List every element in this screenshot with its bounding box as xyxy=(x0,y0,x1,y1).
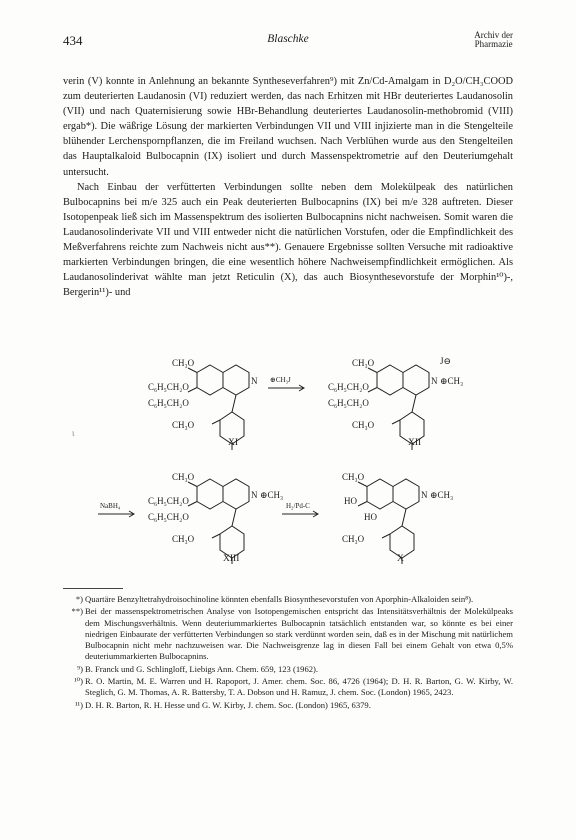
footnote-mark: **) xyxy=(71,606,83,617)
footnote-text: D. H. R. Barton, R. H. Hesse und G. W. Kirby, J. chem. Soc. (London) 1965, 6379. xyxy=(85,699,371,710)
footnote-mark: ¹⁰) xyxy=(74,676,83,687)
compound-label-xiii: XIII xyxy=(223,554,240,564)
footnote xyxy=(63,664,513,675)
xi-sub-3: C₆H₅CH₂O xyxy=(148,398,189,408)
x-sub-1: CH₃O xyxy=(342,472,365,482)
footnote-text: Bei der massenspektrometrischen Analyse von Isotopengemischen entspricht das Intensitätsverhältnis der Molekülpeaks dem Mischungsverhältnis. Wenn deuteriummarkiertes Bulbocapnin tatsächlich entstanden war, so könnte es bei einer niedrigen Einbaurate der verfütterten Verbindungen so stark verdünnt worden sein, daß es in der Mischung mit natürlichem Bulbocapnin nicht mehr nachzuweisen war. Die Nachweisgrenze lag in diesen Fall bei einem Gehalt von etwa 0,5% deuteriummarkierten Bulbocapnins. xyxy=(85,606,513,662)
footnote xyxy=(63,676,513,699)
footnote-rule xyxy=(63,588,123,589)
xi-n: N xyxy=(251,376,258,386)
structure-xiii xyxy=(188,479,249,564)
xiii-sub-2: C₆H₅CH₂O xyxy=(148,496,189,506)
page-number: 434 xyxy=(63,33,83,48)
journal-line-2: Pharmazie xyxy=(474,39,513,49)
xiii-sub-4: CH₃O xyxy=(172,534,195,544)
xiii-sub-3: C₆H₅CH₂O xyxy=(148,512,189,522)
xii-n: N xyxy=(431,376,438,386)
xii-sub-1: CH₃O xyxy=(352,358,375,368)
running-head: Blaschke xyxy=(267,33,309,45)
body-text xyxy=(63,74,513,300)
journal-name xyxy=(474,31,513,49)
x-n-substituent: ⊕CH₃ xyxy=(430,490,454,500)
xiii-sub-1: CH₃O xyxy=(172,472,195,482)
journal-line-1: Archiv der xyxy=(474,30,513,40)
footnote xyxy=(63,606,513,662)
x-sub-3: HO xyxy=(364,512,377,522)
reaction-scheme xyxy=(90,354,500,574)
footnotes xyxy=(63,594,513,712)
xiii-n: N xyxy=(251,490,258,500)
arrow-2-label: NaBH₄ xyxy=(100,502,121,510)
xii-counterion: J⊖ xyxy=(440,356,452,366)
footnote-text: Quartäre Benzyltetrahydroisochinoline könnten ebenfalls Biosynthesevorstufen von Aporphin-Alkaloiden sein⁸). xyxy=(85,594,474,604)
x-n: N xyxy=(421,490,428,500)
compound-label-xi: XI xyxy=(228,438,239,448)
footnote-mark: ¹¹) xyxy=(74,699,83,710)
compound-label-x: X xyxy=(397,554,404,564)
xiii-n-substituent: ⊕CH₃ xyxy=(260,490,284,500)
footnote-text: B. Franck und G. Schlingloff, Liebigs Ann. Chem. 659, 123 (1962). xyxy=(85,663,319,674)
xii-sub-4: CH₃O xyxy=(352,420,375,430)
arrow-3-label: H₂/Pd-C xyxy=(286,502,310,510)
xi-sub-1: CH₃O xyxy=(172,358,195,368)
xii-sub-3: C₆H₅CH₂O xyxy=(328,398,369,408)
footnote xyxy=(63,700,513,711)
paragraph-2: Nach Einbau der verfütterten Verbindungen sollte neben dem Molekülpeak des natürlichen Bulbocapnins bei m/e 325 auch ein Peak deuterierten Bulbocapnins (IX) bei m/e 328 auftreten. Dieser Isotopenpeak ließ sich im Massenspektrum des isolierten Bulbocapnins nicht nachweisen. Somit waren die Laudanosolinderivate VII und VIII entweder nicht die natürlichen Vorstufen, oder die Empfindlichkeit des Meßverfahrens reichte zum Nachweis nicht aus**). Genauere Ergebnisse sollten Versuche mit radioaktive markierten Verbindungen bringen, die eine wesentlich höhere Nachweisempfindlichkeit ermöglichen. Als Laudanosolinderivat wählte man jetzt Reticulin (X), das auch Biosynthesevorstufe der Morphin¹⁰)-, Bergerin¹¹)- und xyxy=(63,181,513,299)
page-header xyxy=(63,31,513,55)
footnote-mark: ⁹) xyxy=(77,663,83,674)
xi-sub-4: CH₃O xyxy=(172,420,195,430)
xii-n-substituent: ⊕CH₃ xyxy=(440,376,464,386)
x-sub-2: HO xyxy=(344,496,357,506)
arrow-1-label: ⊕CH₃J xyxy=(270,376,291,384)
paragraph-1: verin (V) konnte in Anlehnung an bekannte Syntheseverfahren⁹) mit Zn/Cd-Amalgam in D₂O/CH₃COOD zum deuterierten Laudanosin (VI) reduziert werden, das nach Erhitzen mit HBr deuteriertes Laudanosolin (VII) und nach Quaternisierung sowie HBr-Behandlung deuteriertes Laudanosolin-methobromid (VIII) ergab*). Die wäßrige Lösung der markierten Verbindungen VII und VIII injizierte man in die Stengelteile blühender Lerchenspornpflanzen, die im Freiland wuchsen. Nach Verblühen wurde aus den Stengelteilen das Hauptalkaloid Bulbocapnin (IX) isoliert und durch Massenspektrometrie auf den Deuteriumgehalt untersucht. xyxy=(63,76,513,178)
xii-sub-2: C₆H₅CH₂O xyxy=(328,382,369,392)
footnote xyxy=(63,594,513,605)
structure-xi xyxy=(188,365,249,450)
x-sub-4: CH₃O xyxy=(342,534,365,544)
footnote-mark: *) xyxy=(75,594,83,604)
stray-mark: ι xyxy=(72,428,75,438)
compound-label-xii: XII xyxy=(408,438,422,448)
footnote-text: R. O. Martin, M. E. Warren und H. Rapoport, J. Amer. chem. Soc. 86, 4726 (1964); D. H. R. Barton, G. W. Kirby, W. Steglich, G. M. Thomas, A. R. Battersby, T. A. Dobson und H. Ramuz, J. chem. Soc. (London) 1965, 2423. xyxy=(85,676,513,698)
xi-sub-2: C₆H₅CH₂O xyxy=(148,382,189,392)
